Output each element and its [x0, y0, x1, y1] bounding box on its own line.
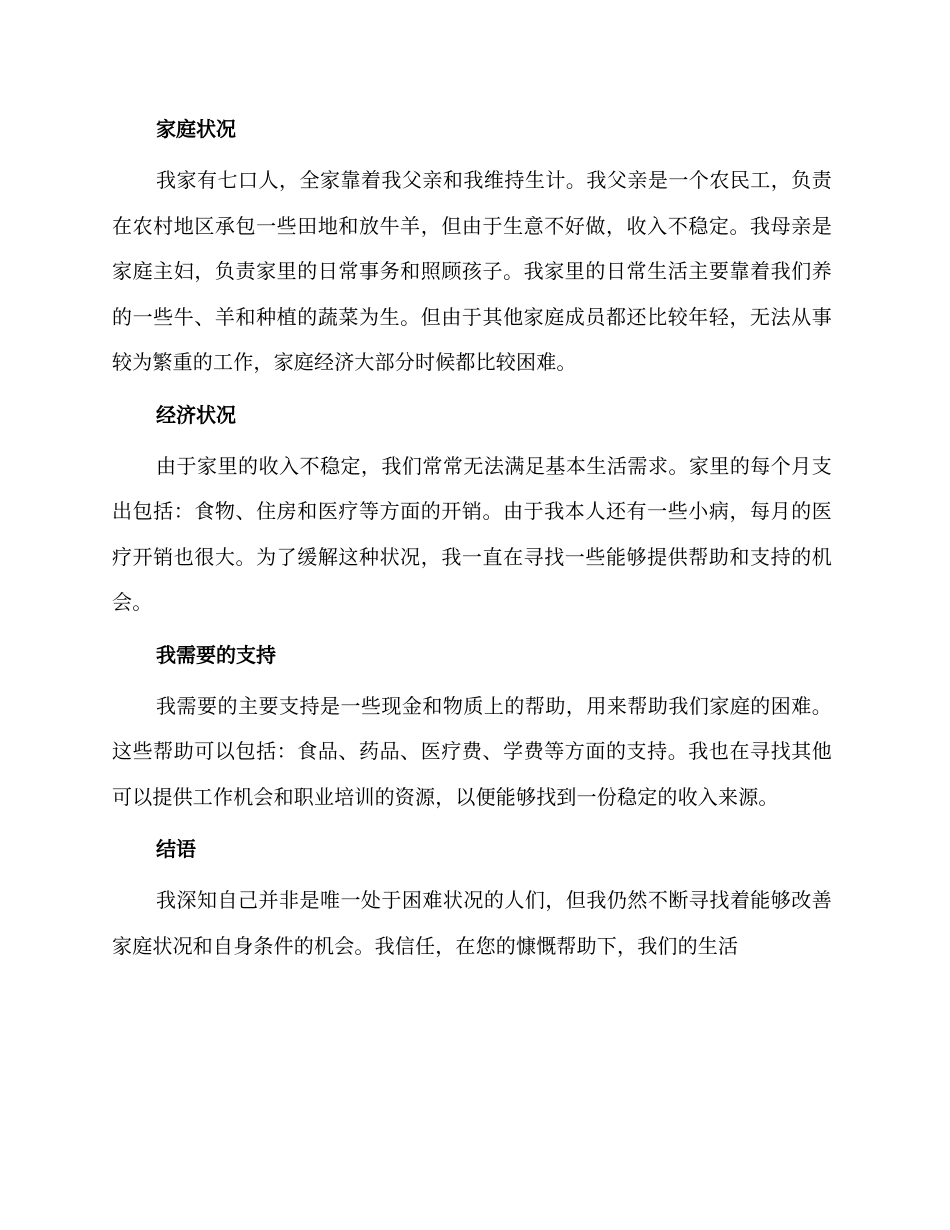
section-body-family: 我家有七口人，全家靠着我父亲和我维持生计。我父亲是一个农民工，负责在农村地区承包一些田地和放牛羊，但由于生意不好做，收入不稳定。我母亲是家庭主妇，负责家里的日常事务和照顾孩子。我家里的日常生活主要靠着我们养的一些牛、羊和种植的蔬菜为生。但由于其他家庭成员都还比较年轻，无法从事较为繁重的工作，家庭经济大部分时候都比较困难。	[112, 168, 832, 374]
section-body-support: 我需要的主要支持是一些现金和物质上的帮助，用来帮助我们家庭的困难。这些帮助可以包括：食品、药品、医疗费、学费等方面的支持。我也在寻找其他可以提供工作机会和职业培训的资源，以便能够找到一份稳定的收入来源。	[112, 693, 832, 809]
section-heading-economy: 经济状况	[156, 402, 236, 427]
section-heading-family: 家庭状况	[156, 117, 236, 141]
section-heading-support: 我需要的支持	[156, 642, 276, 667]
section-body-conclusion: 我深知自己并非是唯一处于困难状况的人们，但我仍然不断寻找着能够改善家庭状况和自身条件的机会。我信任，在您的慷慨帮助下，我们的生活	[112, 888, 832, 958]
section-heading-conclusion: 结语	[156, 837, 196, 861]
section-body-economy: 由于家里的收入不稳定，我们常常无法满足基本生活需求。家里的每个月支出包括：食物、住房和医疗等方面的开销。由于我本人还有一些小病，每月的医疗开销也很大。为了缓解这种状况，我一直在寻找一些能够提供帮助和支持的机会。	[112, 453, 832, 614]
document-page	[112, 112, 832, 981]
